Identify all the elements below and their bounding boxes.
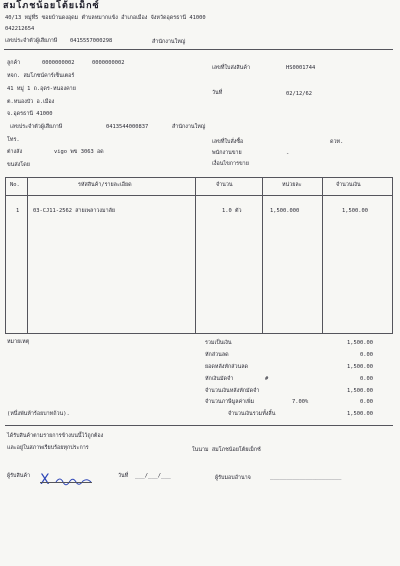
invoice-number: HS0001744: [286, 65, 316, 71]
summary-value: 1,500.00: [347, 411, 373, 417]
summary-value: 0.00: [360, 352, 373, 358]
customer-branch: สำนักงานใหญ่: [172, 124, 206, 130]
summary-extra: 7.00%: [292, 399, 309, 405]
receive-date-blank: ___/___/___: [135, 473, 171, 479]
remark-label: หมายเหตุ: [7, 339, 30, 345]
receive-date-label: วันที่: [118, 473, 129, 479]
summary-value: 1,500.00: [347, 364, 373, 370]
invoice-date: 02/12/62: [286, 91, 312, 97]
authorized-sign-line: ______________________: [270, 474, 342, 480]
customer-vehicle: vigo พข 3063 อด: [54, 149, 104, 155]
customer-phone-label: โทร.: [7, 137, 20, 143]
customer-address3: จ.อุดรธานี 41000: [7, 111, 53, 117]
on-behalf-company: ในนาม สมโภชน้อยโต้ยเม็กซ์: [192, 447, 261, 453]
invoice-number-label: เลขที่ใบส่งสินค้า: [212, 65, 250, 71]
summary-label: รวมเป็นเงิน: [205, 340, 232, 346]
company-tax-id-label: เลขประจำตัวผู้เสียภาษี: [5, 38, 58, 44]
delivery-label: ขนส่งโดย: [7, 162, 30, 168]
summary-value: 0.00: [360, 399, 373, 405]
customer-tax-id: 0413544000837: [106, 124, 149, 130]
summary-extra: #: [265, 376, 269, 382]
salesman-label: พนักงานขาย: [212, 150, 242, 156]
row-qty: 1.0 ตัว: [222, 208, 242, 214]
summary-value: 0.00: [360, 376, 373, 382]
receiver-label: ผู้รับสินค้า: [7, 473, 31, 479]
summary-value: 1,500.00: [347, 340, 373, 346]
company-tax-id: 0415557000298: [70, 38, 113, 44]
invoice-date-label: วันที่: [212, 90, 223, 96]
customer-code: 0000000002: [42, 60, 75, 66]
col-header-no: No.: [10, 182, 20, 188]
authorized-label: ผู้รับมอบอำนาจ: [215, 475, 251, 481]
received-line1: ได้รับสินค้าตามรายการข้างบนนี้ไว้ถูกต้อง: [7, 433, 104, 439]
header-divider: [4, 49, 393, 50]
summary-label: จำนวนเงินหลังหักมัดจำ: [205, 388, 260, 394]
company-address: 40/13 หมู่ที่5 ซอยบ้านดงอุดม ตำบลหมากแข้ง อำเภอเมือง จังหวัดอุดรธานี 41000: [5, 15, 206, 21]
po-number-value: ดวท.: [330, 139, 344, 145]
col-divider: [262, 177, 263, 334]
table-header-divider: [5, 195, 393, 196]
col-divider: [322, 177, 323, 334]
row-amount: 1,500.00: [342, 208, 368, 214]
col-header-unit-price: หน่วยละ: [282, 182, 302, 188]
customer-vehicle-label: ต่างลัง: [7, 149, 23, 155]
customer-tax-id-label: เลขประจำตัวผู้เสียภาษี: [10, 124, 63, 130]
company-branch: สำนักงานใหญ่: [152, 39, 186, 45]
baht-text: (หนึ่งพันห้าร้อยบาทถ้วน).: [7, 411, 70, 417]
customer-code2: 0000000002: [92, 60, 125, 66]
row-unit-price: 1,500.000: [270, 208, 300, 214]
customer-address1: 41 หมู่ 1 ถ.อุดร-หนองคาย: [7, 86, 76, 92]
po-number-label: เลขที่ใบสั่งซื้อ: [212, 139, 244, 145]
summary-label: หักส่วนลด: [205, 352, 229, 358]
received-line2: และอยู่ในสภาพเรียบร้อยทุกประการ: [7, 445, 89, 451]
col-divider: [195, 177, 196, 334]
handwritten-signature: [54, 474, 94, 486]
summary-divider: [5, 425, 393, 426]
summary-label: จำนวนเงินรวมทั้งสิ้น: [228, 411, 276, 417]
col-header-description: รหัสสินค้า/รายละเอียด: [78, 182, 132, 188]
company-phone: 042212654: [5, 26, 35, 32]
col-header-amount: จำนวนเงิน: [336, 182, 361, 188]
customer-address2: ต.หนองบัว อ.เมือง: [7, 99, 55, 105]
col-header-qty: จำนวน: [216, 182, 233, 188]
customer-code-label: ลูกค้า: [7, 60, 21, 66]
terms-label: เงื่อนไขการขาย: [212, 161, 249, 167]
company-name: สมโภชน้อยโต้ยเม็กซ์: [3, 1, 100, 11]
row-description: 03-CJ11-2562 สายเพลาวงมาลัย: [33, 208, 116, 214]
summary-value: 1,500.00: [347, 388, 373, 394]
signature-mark: X: [40, 472, 50, 488]
items-table: [5, 177, 393, 334]
col-divider: [27, 177, 28, 334]
summary-label: ยอดหลังหักส่วนลด: [205, 364, 249, 370]
salesman-value: -: [286, 151, 290, 157]
row-no: 1: [16, 208, 20, 214]
receiver-sign-line: [40, 482, 92, 483]
summary-label: หักเงินมัดจำ: [205, 376, 234, 382]
summary-label: จำนวนภาษีมูลค่าเพิ่ม: [205, 399, 255, 405]
customer-name: หจก. สมโภชน์คาร์เซ็นเตอร์: [7, 73, 75, 79]
